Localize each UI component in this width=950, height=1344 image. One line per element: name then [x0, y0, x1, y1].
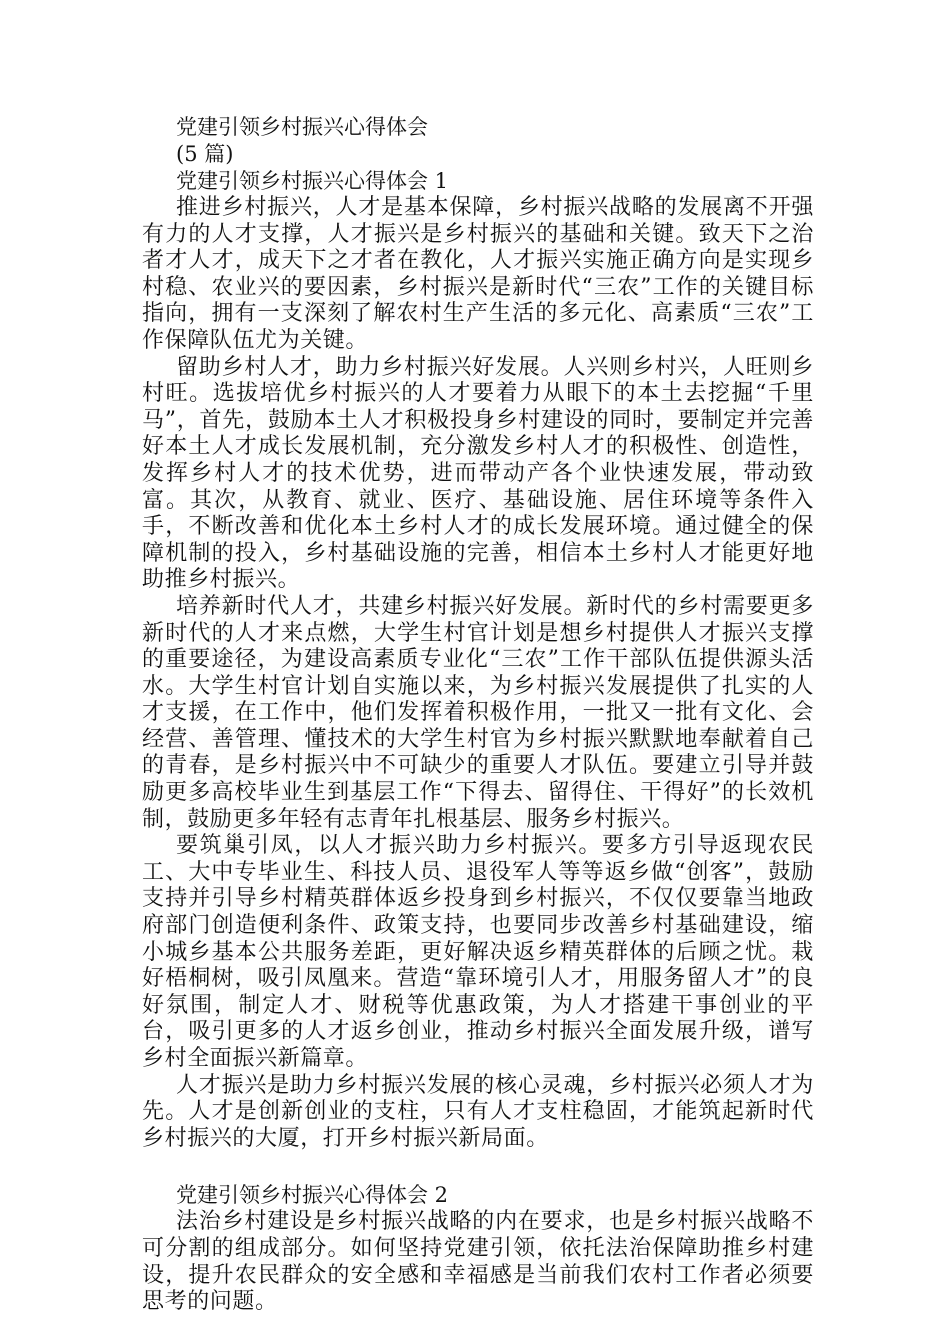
section-heading: 党建引领乡村振兴心得体会 1	[176, 169, 449, 193]
document-title: 党建引领乡村振兴心得体会	[176, 115, 428, 139]
paragraph: 留助乡村人才，助力乡村振兴好发展。人兴则乡村兴，人旺则乡村旺。选拔培优乡村振兴的人才要着力从眼下的本土去挖掘“千里马”，首先，鼓励本土人才积极投身乡村建设的同时，要制定并完善好本土人才成长发展机制，充分激发乡村人才的积极性、创造性，发挥乡村人才的技术优势，进而带动产各个业快速发展，带动致富。其次，从教育、就业、医疗、基础设施、居住环境等条件入手，不断改善和优化本土乡村人才的成长发展环境。通过健全的保障机制的投入，乡村基础设施的完善，相信本土乡村人才能更好地助推乡村振兴。	[142, 354, 814, 593]
section-1	[142, 168, 814, 1152]
section-2	[142, 1182, 814, 1315]
paragraph: 法治乡村建设是乡村振兴战略的内在要求，也是乡村振兴战略不可分割的组成部分。如何坚持党建引领，依托法治保障助推乡村建设，提升农民群众的安全感和幸福感是当前我们农村工作者必须要思考的问题。	[142, 1209, 814, 1315]
section-heading: 党建引领乡村振兴心得体会 2	[176, 1183, 449, 1208]
paragraph: 推进乡村振兴，人才是基本保障，乡村振兴战略的发展离不开强有力的人才支撑，人才振兴是乡村振兴的基础和关键。致天下之治者才人才，成天下之才者在教化，人才振兴实施正确方向是实现乡村稳、农业兴的要因素，乡村振兴是新时代“三农”工作的关键目标指向，拥有一支深刻了解农村生产生活的多元化、高素质“三农”工作保障队伍尤为关键。	[142, 195, 814, 353]
document-subtitle: (5 篇)	[176, 142, 234, 166]
paragraph: 人才振兴是助力乡村振兴发展的核心灵魂，乡村振兴必须人才为先。人才是创新创业的支柱，只有人才支柱稳固，才能筑起新时代乡村振兴的大厦，打开乡村振兴新局面。	[142, 1072, 814, 1151]
section-spacer	[142, 1152, 814, 1182]
document-page	[142, 114, 814, 1316]
paragraph: 要筑巢引凤，以人才振兴助力乡村振兴。要多方引导返现农民工、大中专毕业生、科技人员、退役军人等等返乡做“创客”，鼓励支持并引导乡村精英群体返乡投身到乡村振兴，不仅仅要靠当地政府部门创造便利条件、政策支持，也要同步改善乡村基础建设，缩小城乡基本公共服务差距，更好解决返乡精英群体的后顾之忧。栽好梧桐树，吸引凤凰来。营造“靠环境引人才，用服务留人才”的良好氛围，制定人才、财税等优惠政策，为人才搭建干事创业的平台，吸引更多的人才返乡创业，推动乡村振兴全面发展升级，谱写乡村全面振兴新篇章。	[142, 833, 814, 1071]
paragraph: 培养新时代人才，共建乡村振兴好发展。新时代的乡村需要更多新时代的人才来点燃，大学生村官计划是想乡村提供人才振兴支撑的重要途径，为建设高素质专业化“三农”工作干部队伍提供源头活水。大学生村官计划自实施以来，为乡村振兴发展提供了扎实的人才支援，在工作中，他们发挥着积极作用，一批又一批有文化、会经营、善管理、懂技术的大学生村官为乡村振兴默默地奉献着自己的青春，是乡村振兴中不可缺少的重要人才队伍。要建立引导并鼓励更多高校毕业生到基层工作“下得去、留得住、干得好”的长效机制，鼓励更多年轻有志青年扎根基层、服务乡村振兴。	[142, 593, 814, 832]
